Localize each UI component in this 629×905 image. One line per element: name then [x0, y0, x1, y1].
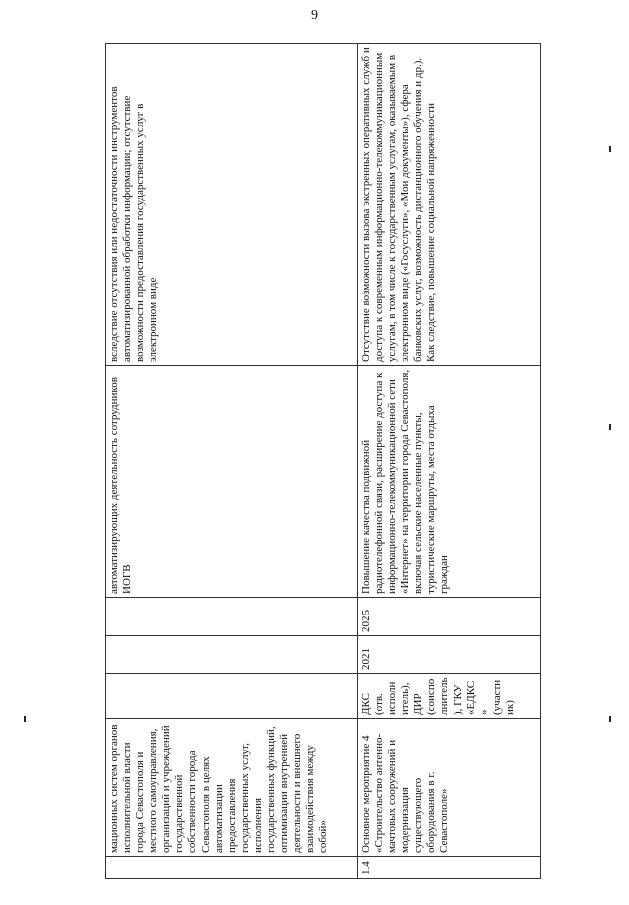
measure-name-cell: мационных систем органов исполнительной власти города Севастополя и местного самоуправления, организаций и учреждений государственной собственности города Севастополя в целях автоматизации предоставления государственных услуг, исполнения государственных функций, оптимизации внутренней деятельности и внешнего взаимодействия между собой» — [106, 719, 358, 857]
table-row — [106, 44, 358, 879]
page-number: 9 — [311, 8, 318, 23]
scan-mark — [609, 716, 611, 722]
measure-name-cell: Основное мероприятие 4 «Строительство антенно-мачтовых сооружений и модернизация существующего оборудования в г. Севастополе» — [358, 719, 541, 857]
scan-mark — [609, 146, 611, 152]
executor-cell — [106, 674, 358, 719]
measures-table — [105, 43, 541, 879]
start-year-cell — [106, 636, 358, 674]
rotated-table-wrapper — [105, 44, 538, 879]
executor-cell: ДКС (отв. исполнитель), ДИР (соисполнитель), ГКУ «ЕДКС» (участник) — [358, 674, 541, 719]
expected-result-cell: автоматизирующих деятельность сотрудников ИОГВ — [106, 366, 358, 598]
end-year-cell: 2025 — [358, 598, 541, 636]
scan-mark — [609, 424, 611, 430]
start-year-cell: 2021 — [358, 636, 541, 674]
table-row — [358, 44, 541, 879]
scan-mark — [24, 716, 26, 722]
row-number-cell — [106, 857, 358, 879]
expected-result-cell: Повышение качества подвижной радиотелефонной связи, расширение доступа к информационно-телекоммуникационной сети «Интернет» на территории города Севастополя, включая сельские населенные пункты, туристические маршруты, места отдыха граждан — [358, 366, 541, 598]
consequences-cell: Отсутствие возможности вызова экстренных оперативных служб и доступа к современным информационно-телекоммуникационным услугам, в том числе к государственным услугам, оказываемым в электронном виде («Госуслуги», «Мои документы»), сфера банковских услуг, возможность дистанционного обучения и др.). Как следствие, повышение социальной напряженности — [358, 44, 541, 366]
row-number-cell: 1.4 — [358, 857, 541, 879]
end-year-cell — [106, 598, 358, 636]
consequences-cell: вследствие отсутствия или недостаточности инструментов автоматизированной обработки информации; отсутствие возможности предоставления государственных услуг в электронном виде — [106, 44, 358, 366]
